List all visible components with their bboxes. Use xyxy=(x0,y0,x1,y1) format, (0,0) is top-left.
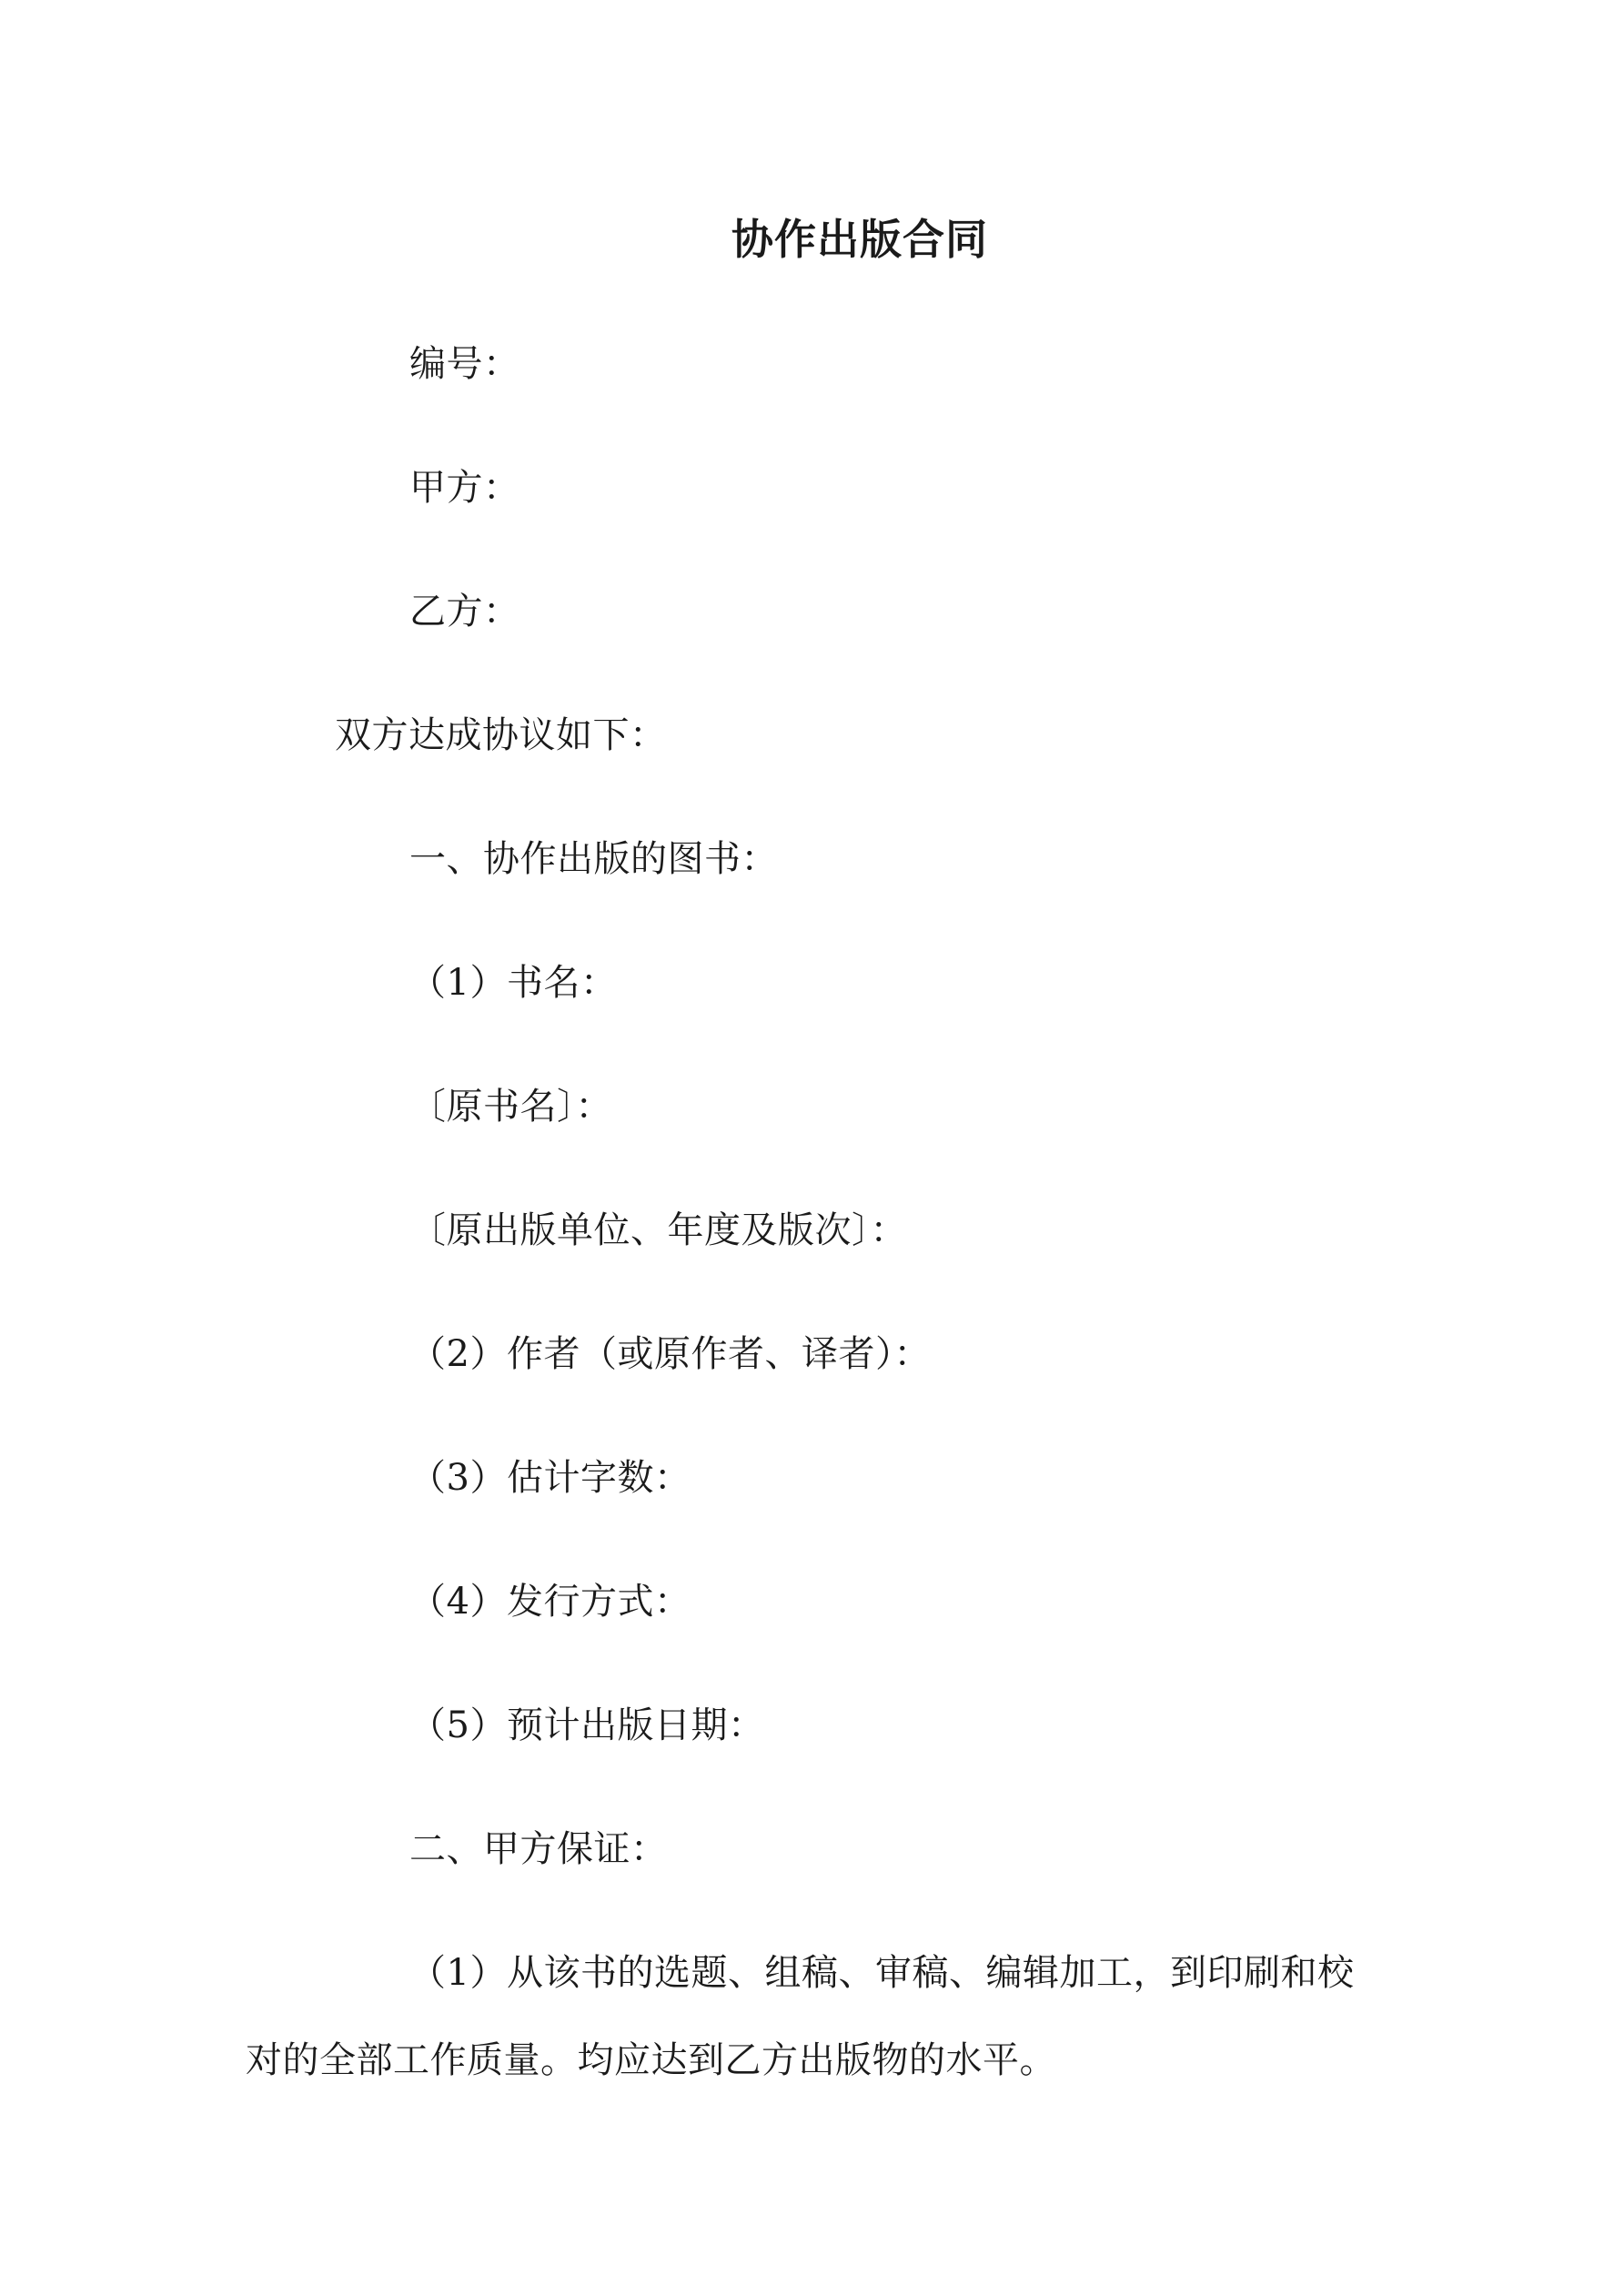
distribution-item: （4）发行方式： xyxy=(409,1581,691,1623)
author-item: （2）作者（或原作者、译者）： xyxy=(409,1333,931,1375)
original-publisher-item: 〔原出版单位、年度及版次〕： xyxy=(409,1209,907,1251)
number-field-label: 编号： xyxy=(409,343,520,385)
party-a-label: 甲方： xyxy=(409,467,520,509)
agreement-intro: 双方达成协议如下： xyxy=(335,714,667,756)
word-count-item: （3）估计字数： xyxy=(409,1457,691,1499)
original-title-item: 〔原书名〕： xyxy=(409,1086,612,1128)
section2-clause1-line2: 对的全部工作质量。均应达到乙方出版物的水平。 xyxy=(246,2039,1056,2081)
publish-date-item: （5）预计出版日期： xyxy=(409,1704,765,1746)
party-b-label: 乙方： xyxy=(409,591,520,632)
section2-heading: 二、甲方保证： xyxy=(409,1828,668,1870)
section2-clause1-line1: （1）从该书的选题、组稿、审稿、编辑加工，到印刷和校 xyxy=(409,1952,1355,1994)
document-title: 协作出版合同 xyxy=(731,215,988,264)
book-title-item: （1）书名： xyxy=(409,962,618,1004)
section1-heading: 一、协作出版的图书： xyxy=(409,838,778,880)
